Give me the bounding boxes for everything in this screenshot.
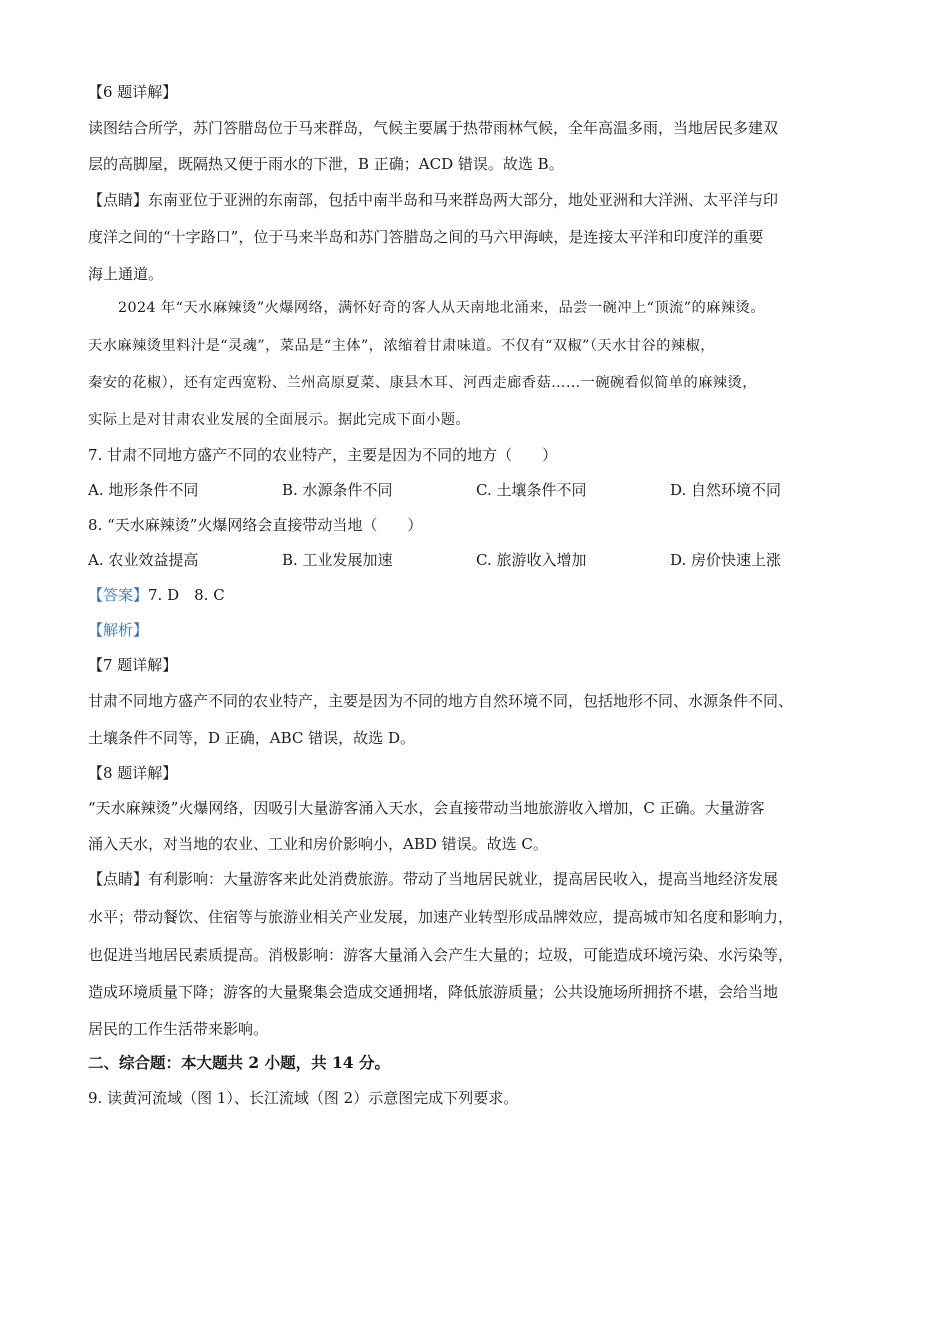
- q8-option-d: D. 房价快速上涨: [670, 551, 782, 569]
- q6-detail-title: 【6 题详解】: [88, 83, 178, 101]
- passage-line: 实际上是对甘肃农业发展的全面展示。据此完成下面小题。: [88, 412, 471, 428]
- q8-stem: 8. “天水麻辣烫”火爆网络会直接带动当地（ ）: [88, 516, 423, 534]
- q6-detail-line: 层的高脚屋，既隔热又便于雨水的下泄，B 正确；ACD 错误。故选 B。: [88, 155, 564, 173]
- analysis-label: 【解析】: [88, 621, 149, 639]
- passage-line: 天水麻辣烫里料汁是“灵魂”，菜品是“主体”，浓缩着甘肃味道。不仅有“双椒”（天水甘谷的辣椒，: [88, 338, 715, 354]
- q6-tip-line: 海上通道。: [88, 265, 164, 283]
- q9-stem: 9. 读黄河流域（图 1）、长江流域（图 2）示意图完成下列要求。: [88, 1089, 519, 1107]
- passage-line: 秦安的花椒），还有定西宽粉、兰州高原夏菜、康县木耳、河西走廊香菇……一碗碗看似简单的麻辣烫，: [88, 375, 757, 391]
- q8-option-a: A. 农业效益提高: [88, 551, 199, 569]
- q8-tip-line: 居民的工作生活带来影响。: [88, 1020, 269, 1038]
- answer-line: [88, 585, 225, 605]
- q6-tip-line: 【点睛】东南亚位于亚洲的东南部，包括中南半岛和马来群岛两大部分，地处亚洲和大洋洲、太平洋与印: [88, 191, 779, 209]
- answer-label: 【答案】: [88, 586, 149, 604]
- passage-line: 2024 年“天水麻辣烫”火爆网络，满怀好奇的客人从天南地北涌来，品尝一碗冲上“顶流”的麻辣烫。: [118, 300, 765, 316]
- q7-detail-title: 【7 题详解】: [88, 656, 178, 674]
- q8-tip-line: 造成环境质量下降；游客的大量聚集会造成交通拥堵，降低旅游质量；公共设施场所拥挤不堪，会给当地: [88, 983, 779, 1001]
- q8-detail-line: 涌入天水，对当地的农业、工业和房价影响小，ABD 错误。故选 C。: [88, 835, 548, 853]
- answer-text: 7. D 8. C: [148, 586, 225, 604]
- q8-tip-line: 水平；带动餐饮、住宿等与旅游业相关产业发展，加速产业转型形成品牌效应，提高城市知名度和影响力，: [88, 908, 794, 926]
- q7-option-d: D. 自然环境不同: [670, 481, 782, 499]
- q6-detail-line: 读图结合所学，苏门答腊岛位于马来群岛，气候主要属于热带雨林气候，全年高温多雨，当地居民多建双: [88, 119, 779, 137]
- q7-option-a: A. 地形条件不同: [88, 481, 199, 499]
- q6-tip-line: 度洋之间的“十字路口”，位于马来半岛和苏门答腊岛之间的马六甲海峡，是连接太平洋和印度洋的重要: [88, 228, 764, 246]
- q8-detail-title: 【8 题详解】: [88, 764, 178, 782]
- section-heading: 二、综合题：本大题共 2 小题，共 14 分。: [88, 1053, 390, 1072]
- q7-option-b: B. 水源条件不同: [282, 481, 393, 499]
- q8-detail-line: “天水麻辣烫”火爆网络，因吸引大量游客涌入天水，会直接带动当地旅游收入增加，C 正确。大量游客: [88, 799, 765, 817]
- q8-option-c: C. 旅游收入增加: [476, 551, 587, 569]
- q7-detail-line: 甘肃不同地方盛产不同的农业特产，主要是因为不同的地方自然环境不同，包括地形不同、水源条件不同、: [88, 692, 794, 710]
- q7-detail-line: 土壤条件不同等，D 正确，ABC 错误，故选 D。: [88, 729, 415, 747]
- q7-option-c: C. 土壤条件不同: [476, 481, 587, 499]
- q8-tip-line: 也促进当地居民素质提高。消极影响：游客大量涌入会产生大量的；垃圾，可能造成环境污染、水污染等，: [88, 946, 794, 964]
- q7-stem: 7. 甘肃不同地方盛产不同的农业特产，主要是因为不同的地方（ ）: [88, 446, 558, 464]
- q8-option-b: B. 工业发展加速: [282, 551, 393, 569]
- q8-tip-line: 【点睛】有利影响：大量游客来此处消费旅游。带动了当地居民就业，提高居民收入，提高当地经济发展: [88, 870, 779, 888]
